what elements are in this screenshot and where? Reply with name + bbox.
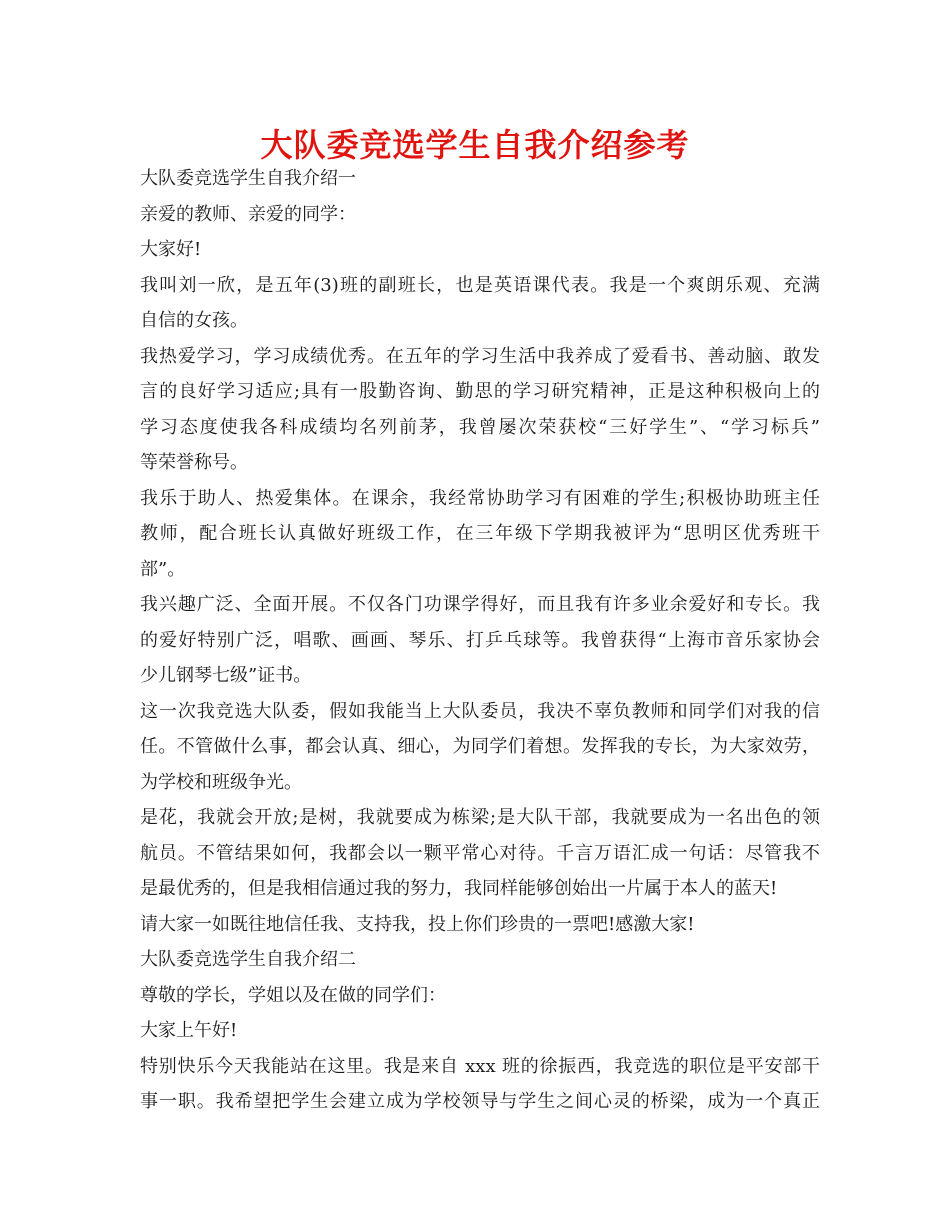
text-line: 学习态度使我各科成绩均名列前茅，我曾屡次荣获校“三好学生”、“学习标兵” [140, 416, 820, 438]
text-line: 尊敬的学长，学姐以及在做的同学们： [140, 984, 446, 1006]
text-line: 言的良好学习适应;具有一股勤咨询、勤思的学习研究精神，正是这种积极向上的 [140, 381, 820, 402]
document-body [140, 161, 820, 1120]
text-line: 航员。不管结果如何，我都会以一颗平常心对待。千言万语汇成一句话：尽管我不 [140, 842, 820, 864]
text-line: 是花，我就会开放;是树，我就要成为栋梁;是大队干部，我就要成为一名出色的领 [140, 807, 820, 828]
text-line: 我热爱学习，学习成绩优秀。在五年的学习生活中我养成了爱看书、善动脑、敢发 [140, 345, 820, 367]
text-line: 自信的女孩。 [140, 310, 248, 331]
text-line: 我乐于助人、热爱集体。在课余，我经常协助学习有困难的学生;积极协助班主任 [140, 487, 820, 509]
text-line: 请大家一如既往地信任我、支持我，投上你们珍贵的一票吧!感激大家! [140, 913, 695, 935]
text-line: 亲爱的教师、亲爱的同学： [140, 203, 356, 225]
text-line: 这一次我竞选大队委，假如我能当上大队委员，我决不辜负教师和同学们对我的信 [140, 700, 820, 722]
text-line: 我兴趣广泛、全面开展。不仅各门功课学得好，而且我有许多业余爱好和专长。我 [140, 594, 820, 615]
text-line: 部”。 [140, 558, 186, 580]
text-line: 是最优秀的，但是我相信通过我的努力，我同样能够创始出一片属于本人的蓝天! [140, 878, 778, 899]
text-line: 的爱好特别广泛，唱歌、画画、琴乐、打乒乓球等。我曾获得“上海市音乐家协会 [140, 629, 820, 651]
text-line: 大家好! [140, 239, 202, 260]
text-line: 大队委竞选学生自我介绍二 [140, 949, 356, 970]
text-line: 我叫刘一欣，是五年(3)班的副班长，也是英语课代表。我是一个爽朗乐观、充满 [140, 274, 820, 296]
text-line: 特别快乐今天我能站在这里。我是来自 xxx 班的徐振西，我竞选的职位是平安部干 [140, 1055, 820, 1077]
text-line: 任。不管做什么事，都会认真、细心，为同学们着想。发挥我的专长，为大家效劳， [140, 736, 820, 757]
text-line: 教师，配合班长认真做好班级工作，在三年级下学期我被评为“思明区优秀班干 [140, 523, 820, 544]
text-line: 事一职。我希望把学生会建立成为学校领导与学生之间心灵的桥梁，成为一个真正 [140, 1091, 820, 1112]
document-title: 大队委竞选学生自我介绍参考 [260, 126, 690, 164]
text-line: 为学校和班级争光。 [140, 771, 302, 793]
text-line: 等荣誉称号。 [140, 452, 248, 473]
text-line: 大家上午好! [140, 1020, 238, 1041]
text-line: 少儿钢琴七级”证书。 [140, 665, 312, 686]
text-line: 大队委竞选学生自我介绍一 [140, 168, 356, 189]
